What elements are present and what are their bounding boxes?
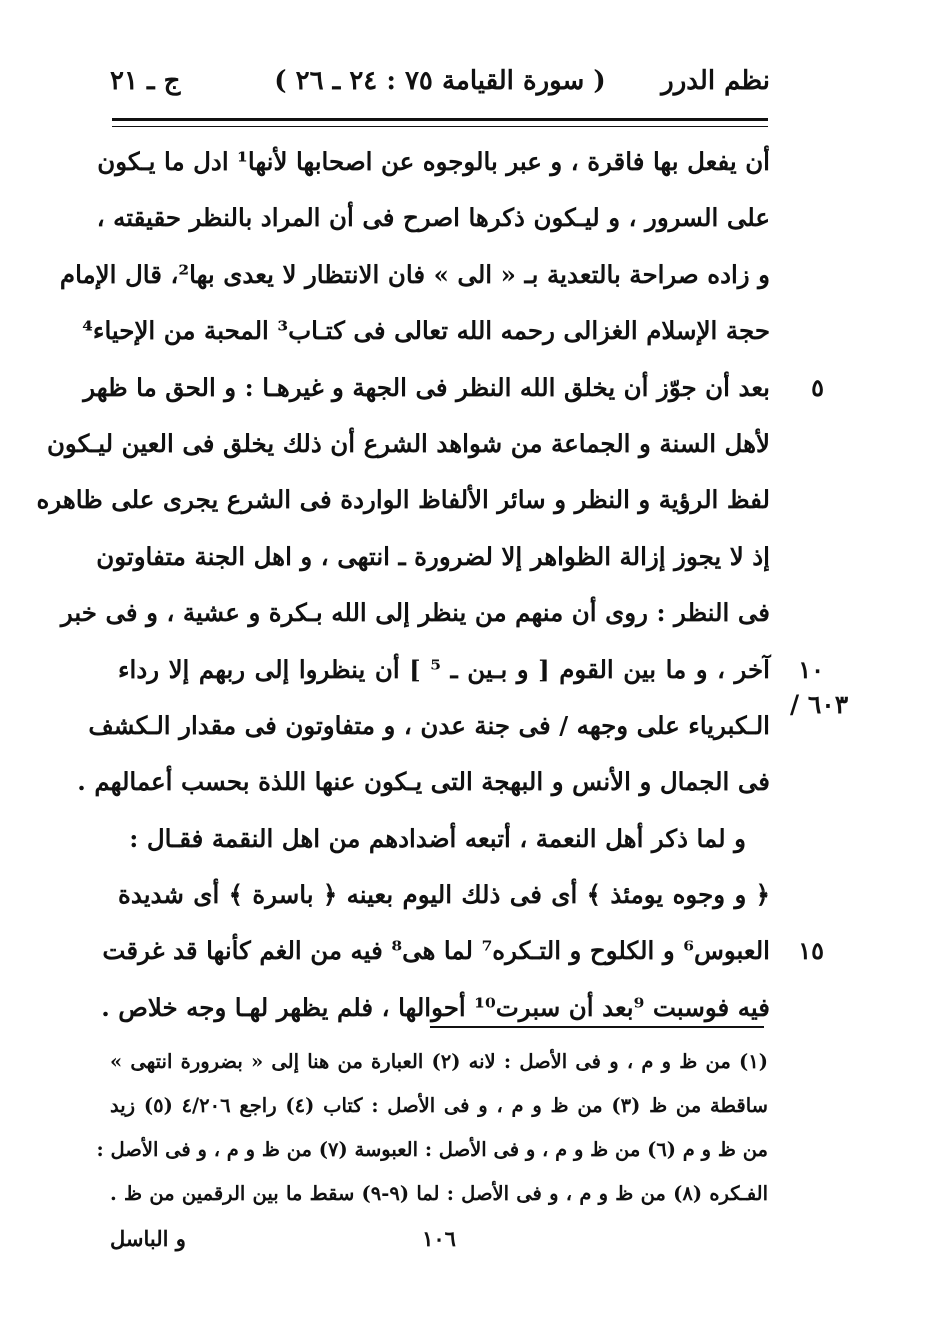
text-line-content: لفظ الرؤية و النظر و سائر الألفاظ الواردة فى الشرع يجرى على ظاهره [36, 485, 770, 515]
line-number: ٥ [811, 372, 824, 402]
text-line-content: فيه فوسبت ⁹بعد أن سبرت¹⁰ أحوالها ، فلم يظهر لهـا وجه خلاص . [101, 992, 770, 1022]
footnote-line: الفـكره (٨) من ظ و م ، و فى الأصل : لما (٩-٩) سقط ما بين الرقمين من ظ . [110, 1182, 768, 1205]
text-line-content: آخر ، و ما بين القوم [ و بـين ـ ⁵ ] أن ينظروا إلى ربهم إلا رداء [118, 654, 770, 684]
text-line-content: على السرور ، و ليـكون ذكرها اصرح فى أن المراد بالنظر حقيقته ، [96, 203, 770, 233]
text-line [60, 585, 770, 641]
text-line-content: أن يفعل بها فاقرة ، و عبر بالوجوه عن اصحابها لأنها¹ ادل ما يـكون [97, 147, 770, 176]
volume-number: ج ـ ٢١ [110, 66, 181, 96]
footnote-line: (١) من ظ و م ، و فى الأصل : لانه (٢) العبارة من هنا إلى « بضرورة انتهى » [110, 1050, 768, 1073]
text-line [82, 303, 770, 359]
text-line-content: و لما ذكر أهل النعمة ، أتبعه أضدادهم من اهل النقمة فقـال : [129, 823, 746, 853]
footnote-line: ساقطة من ظ (٣) من ظ و م ، و فى الأصل : كتاب (٤) راجع ٤/٢٠٦ (٥) زيد [110, 1094, 768, 1117]
text-line [46, 416, 770, 472]
text-line [88, 698, 770, 754]
book-title: نظم الدرر [661, 66, 770, 96]
footnotes [96, 1040, 768, 1216]
running-header [110, 66, 770, 106]
text-line [77, 754, 770, 810]
text-line [102, 923, 824, 979]
text-line [96, 529, 770, 585]
header-rule-thick [112, 118, 768, 121]
text-line-content: لأهل السنة و الجماعة من شواهد الشرع أن ذلك يخلق فى العين ليـكون [46, 428, 770, 458]
page-footer [110, 1226, 768, 1266]
text-line-content: فى النظر : روى أن منهم من ينظر إلى الله بـكرة و عشية ، و فى خبر [60, 598, 770, 628]
text-line [96, 190, 770, 246]
text-line-content: ﴿ و وجوه يومئذ ﴾ أى فى ذلك اليوم بعينه ﴿ باسرة ﴾ أى شديدة [118, 880, 770, 910]
text-line [118, 811, 770, 867]
header-rule-thin [112, 126, 768, 127]
footnote-line: من ظ و م (٦) من ظ و م ، و فى الأصل : العبوسة (٧) من ظ و م ، و فى الأصل : [96, 1138, 768, 1161]
text-line [36, 472, 770, 528]
text-line-content: العبوس⁶ و الكلوح و التـكره⁷ لما هى⁸ فيه من الغم كأنها قد غرقت [102, 936, 770, 966]
text-line [83, 360, 824, 416]
text-line-content: و زاده صراحة بالتعدية بـ « الى » فان الانتظار لا يعدى بها²، قال الإمام [59, 259, 770, 289]
text-line-content: إذ لا يجوز إزالة الظواهر إلا لضرورة ـ انتهى ، و اهل الجنة متفاوتون [96, 541, 770, 571]
line-number: ١٥ [798, 936, 824, 966]
surah-reference: ( سورة القيامة ٧٥ : ٢٤ ـ ٢٦ ) [274, 66, 606, 96]
footnote-separator [430, 1026, 764, 1028]
text-line-content: بعد أن جوّز أن يخلق الله النظر فى الجهة و غيرهـا : و الحق ما ظهر [83, 372, 770, 402]
manuscript-folio-note: ٦٠٣ / [790, 690, 849, 719]
text-line [59, 247, 770, 303]
page-number: ١٠٦ [422, 1226, 456, 1251]
line-number: ١٠ [798, 654, 824, 684]
text-line [97, 134, 770, 190]
text-line-content: الـكبرياء على وجهه / فى جنة عدن ، و متفاوتون فى مقدار الـكشف [88, 710, 770, 740]
catchword: و الباسل [110, 1226, 186, 1251]
text-line [118, 867, 770, 923]
text-line [118, 642, 824, 698]
text-line-content: حجة الإسلام الغزالى رحمه الله تعالى فى كتـاب³ المحبة من الإحياء⁴ [82, 316, 770, 346]
text-line-content: فى الجمال و الأنس و البهجة التى يـكون عنها اللذة بحسب أعمالهم . [77, 767, 770, 797]
